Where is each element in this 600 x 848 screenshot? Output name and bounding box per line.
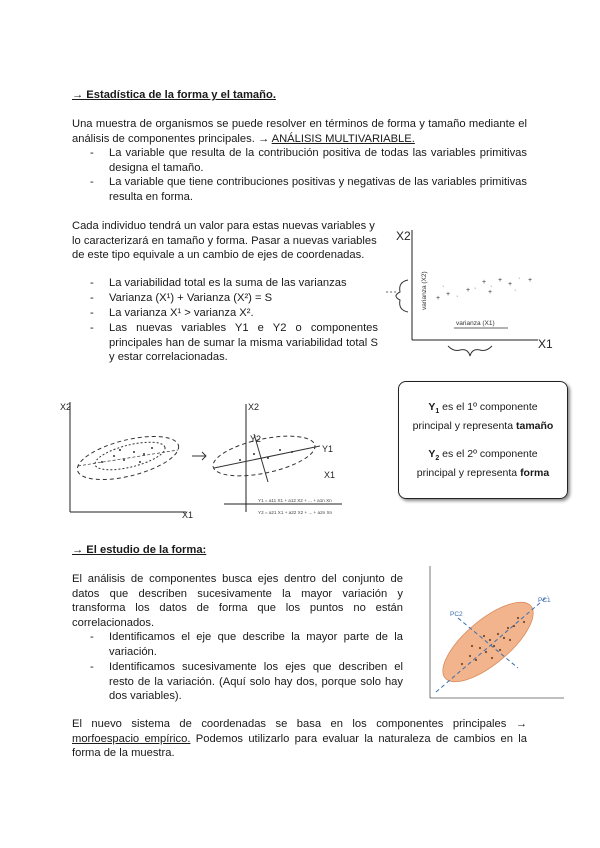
svg-text:·: · — [518, 275, 521, 282]
component-y1-label: Y1 — [322, 444, 334, 454]
list-item: - Varianza (X¹) + Varianza (X²) = S — [90, 292, 273, 304]
right-axis-x1: X1 — [324, 470, 336, 480]
svg-text:+: + — [436, 295, 441, 302]
paragraph-new-variables: Cada individuo tendrá un valor para estas nuevas variables y lo caracterizará en tamaño y forma. Pasar a nuevas variables de este tipo equivale a un cambio de ejes de coordenadas. — [72, 220, 377, 262]
variance-x1-label: varianza (X1) — [456, 320, 495, 327]
intro-paragraph — [72, 117, 527, 146]
svg-text:+: + — [482, 279, 487, 286]
right-axis-x2: X2 — [248, 402, 260, 412]
left-axis-x1: X1 — [182, 510, 194, 520]
list-item: - Las nuevas variables Y1 e Y2 o componentes principales han de sumar la misma variabilidad total S y estar correlacionadas. — [90, 322, 378, 364]
list-item: - La variabilidad total es la suma de las varianzas — [90, 277, 347, 289]
svg-text:+: + — [498, 277, 503, 284]
bullet-list-2 — [90, 276, 378, 366]
pc2-label: PC2 — [450, 611, 463, 618]
list-item: - La variable que resulta de la contribución positiva de todas las variables primitivas designa el tamaño. — [90, 147, 527, 174]
morphospace-link: morfoespacio empírico. — [72, 732, 191, 745]
paragraph-shape-analysis: El análisis de componentes busca ejes dentro del conjunto de datos que describen sucesivamente la mayor variación y transforma los datos de forma que los puntos no están correlacionados. — [72, 573, 403, 629]
svg-text:+: + — [488, 289, 493, 296]
pc1-label: PC1 — [538, 597, 551, 604]
svg-text:·: · — [474, 285, 477, 292]
section-heading-shape-study: → El estudio de la forma: — [72, 544, 207, 556]
paragraph-empirical-morphospace: El nuevo sistema de coordenadas se basa en los componentes principales → morfoespacio empírico. Podemos utilizarlo para evaluar la naturaleza de cambios en la forma de la muestra. — [72, 718, 528, 760]
axis-rotation-figure — [58, 396, 363, 520]
list-item: - La variable que tiene contribuciones positivas y negativas de las variables primitivas resulta en forma. — [90, 176, 527, 203]
list-item: - Identificamos el eje que describe la mayor parte de la variación. — [90, 631, 403, 658]
pca-ellipse-figure — [420, 560, 570, 710]
data-ellipse — [431, 589, 545, 695]
equation-y2: Y2 = a21 X1 + a22 X2 + ... + a2n Xn — [258, 510, 333, 515]
principal-components-callout: $Y_1$ es el 1º componente principal y representa tamaño $Y_2$ es el 2º componente principal y representa forma — [398, 381, 568, 499]
callout-y2: $Y_2$ es el 2º componente — [428, 448, 538, 463]
multivariable-link: ANÁLISIS MULTIVARIABLE. — [271, 132, 415, 145]
axis-label-x2: X2 — [396, 229, 411, 243]
bullet-list-1 — [90, 146, 527, 206]
svg-text:·: · — [442, 283, 445, 290]
svg-text:·: · — [514, 287, 517, 294]
scatter-points — [436, 275, 532, 302]
section-heading-size-shape: → Estadística de la forma y el tamaño. — [72, 89, 276, 101]
intro-text: Una muestra de organismos se puede resolver en términos de forma y tamaño mediante el análisis de componentes principales. → — [72, 118, 527, 145]
svg-text:·: · — [456, 293, 459, 300]
variance-x2-label: varianza (X2) — [421, 271, 428, 310]
left-axis-x2: X2 — [60, 402, 72, 412]
list-item: - Identificamos sucesivamente los ejes que describen el resto de la variación. (Aquí solo hay dos, porque solo hay dos variables). — [90, 661, 403, 703]
bullet-list-3 — [90, 630, 403, 706]
svg-text:+: + — [528, 277, 533, 284]
variance-scatter-figure — [378, 222, 556, 360]
svg-text:+: + — [466, 287, 471, 294]
callout-y1: $Y_1$ es el 1º componente — [428, 401, 538, 416]
svg-text:·: · — [490, 283, 493, 290]
component-y2-label: Y2 — [250, 434, 262, 444]
axis-label-x1: X1 — [538, 337, 553, 351]
list-item: - La varianza X¹ > varianza X². — [90, 307, 254, 319]
svg-text:+: + — [446, 291, 451, 298]
svg-text:+: + — [508, 281, 513, 288]
equation-y1: Y1 = a11 X1 + a12 X2 + ... + a1n Xn — [258, 498, 332, 503]
